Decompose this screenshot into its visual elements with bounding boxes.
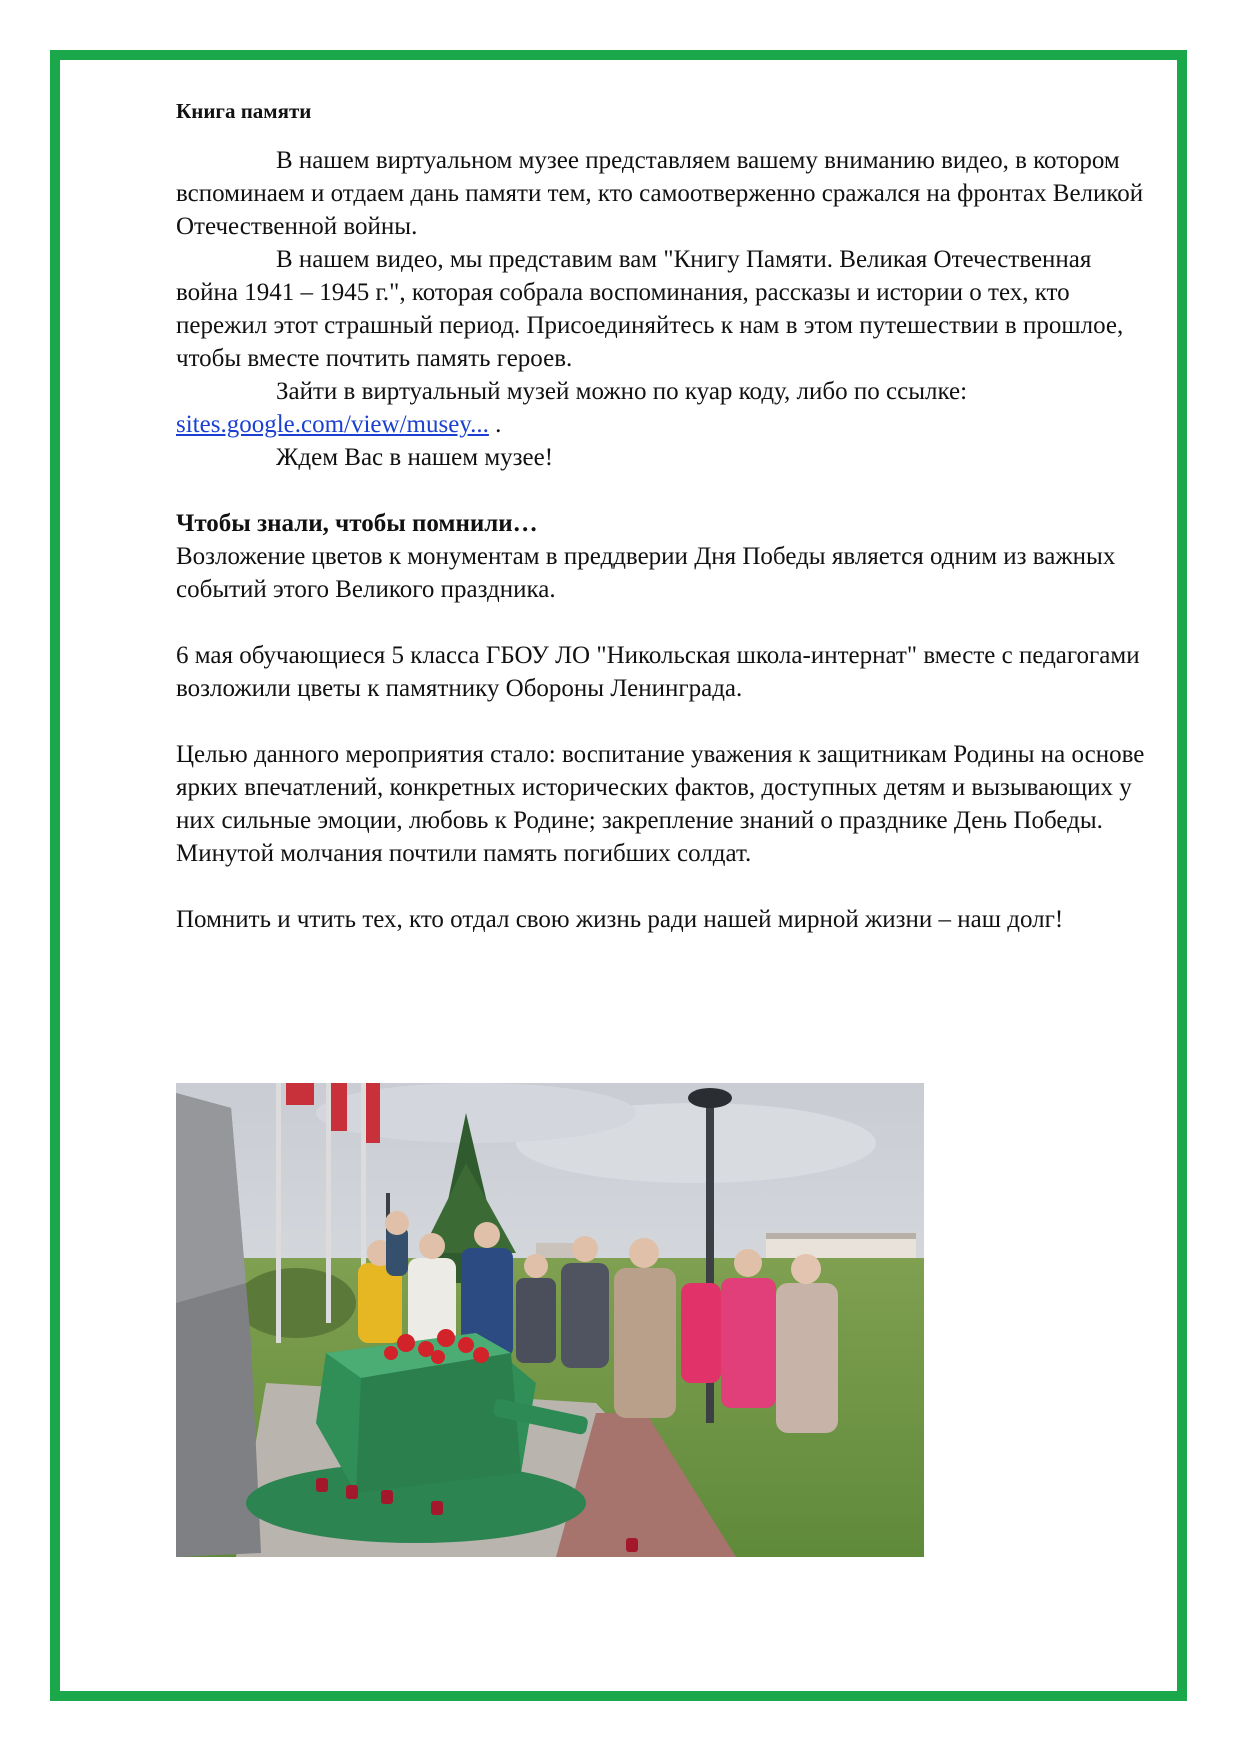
section-title-memory-book: Книга памяти (176, 99, 312, 123)
paragraph: Целью данного мероприятия стало: воспитание уважения к защитникам Родины на основе ярких впечатлений, конкретных исторических фактов, доступных детям и вызывающих у них сильные эмоции, любовь к Родине; закрепление знаний о празднике День Победы. Минутой молчания почтили память погибших солдат. (176, 741, 1145, 867)
memorial-photo (176, 1083, 924, 1557)
museum-link[interactable]: sites.google.com/view/musey... (176, 411, 489, 438)
paragraph-with-link: Зайти в виртуальный музей можно по куар коду, либо по ссылке: sites.google.com/view/musey... . (176, 378, 968, 438)
section-title-remember: Чтобы знали, чтобы помнили… (176, 510, 538, 537)
paragraph: В нашем виртуальном музее представляем вашему вниманию видео, в котором вспоминаем и отдаем дань памяти тем, кто самоотверженно сражался на фронтах Великой Отечественной войны. (176, 147, 1144, 240)
document-body (176, 96, 1146, 936)
paragraph: Помнить и чтить тех, кто отдал свою жизнь ради нашей мирной жизни – наш долг! (176, 906, 1064, 933)
paragraph: В нашем видео, мы представим вам "Книгу Памяти. Великая Отечественная война 1941 – 1945 г.", которая собрала воспоминания, рассказы и истории о тех, кто пережил этот страшный период. Присоединяйтесь к нам в этом путешествии в прошлое, чтобы вместе почтить память героев. (176, 246, 1124, 372)
paragraph: Ждем Вас в нашем музее! (276, 444, 554, 471)
paragraph: 6 мая обучающиеся 5 класса ГБОУ ЛО "Никольская школа-интернат" вместе с педагогами возложили цветы к памятнику Обороны Ленинграда. (176, 642, 1140, 702)
paragraph: Возложение цветов к монументам в преддверии Дня Победы является одним из важных событий этого Великого праздника. (176, 543, 1116, 603)
